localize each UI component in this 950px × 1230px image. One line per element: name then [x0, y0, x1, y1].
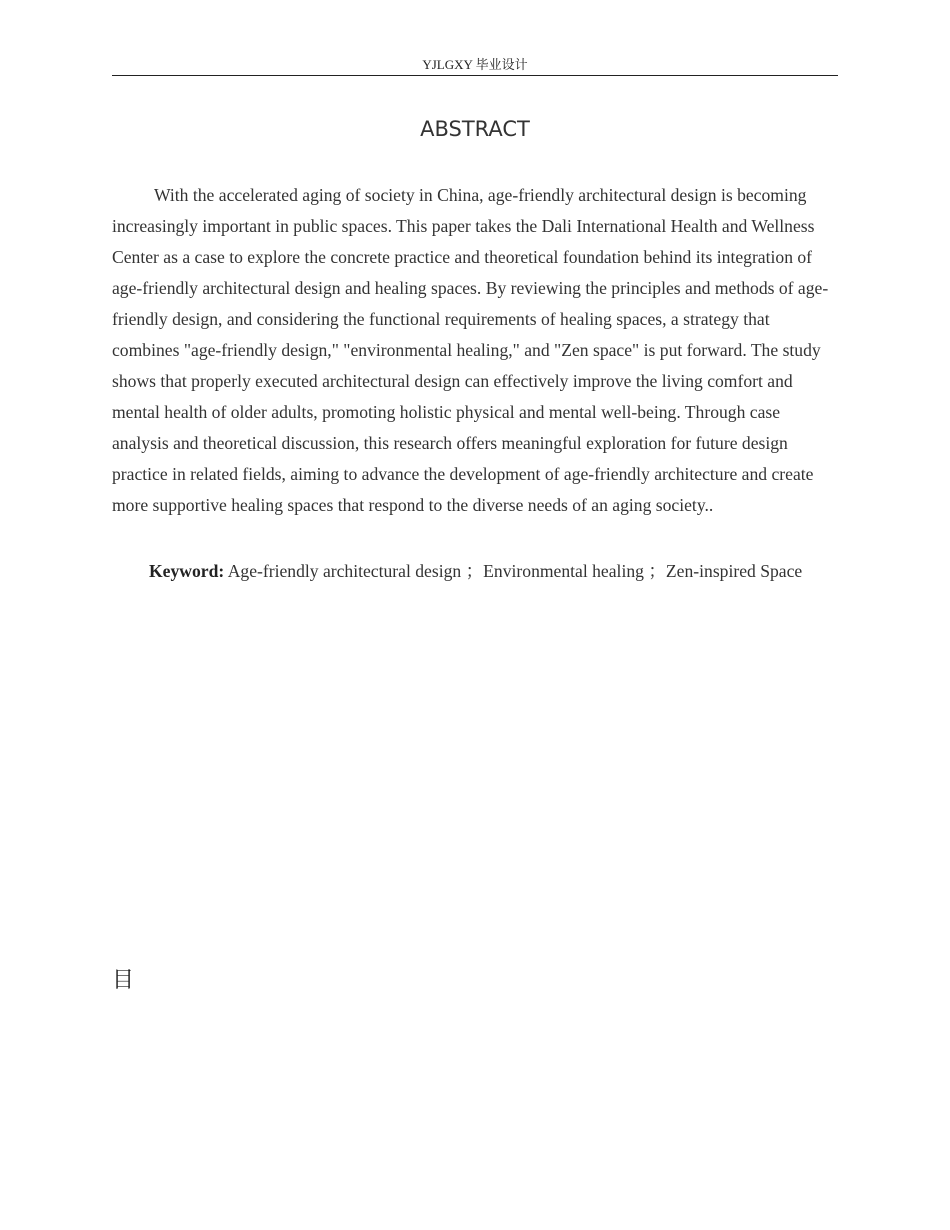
toc-heading: 目: [112, 968, 135, 993]
abstract-body: With the accelerated aging of society in China, age-friendly architectural design is becoming increasingly important in public spaces. This paper takes the Dali International Health and Wellness Center as a case to explore the concrete practice and theoretical foundation behind its integration of age-friendly architectural design and healing spaces. By reviewing the principles and methods of age-friendly design, and considering the functional requirements of healing spaces, a strategy that combines "age-friendly design," "environmental healing," and "Zen space" is put forward. The study shows that properly executed architectural design can effectively improve the living comfort and mental health of older adults, promoting holistic physical and mental well-being. Through case analysis and theoretical discussion, this research offers meaningful exploration for future design practice in related fields, aiming to advance the development of age-friendly architecture and create more supportive healing spaces that respond to the diverse needs of an aging society..: [112, 185, 829, 515]
abstract-title: ABSTRACT: [420, 117, 530, 141]
page-header: [112, 56, 838, 76]
keywords-text: Age-friendly architectural design ；Environmental healing ；Zen-inspired Space: [227, 561, 803, 581]
keywords-line: [112, 556, 872, 587]
keywords-label: Keyword:: [149, 561, 225, 581]
header-text: YJLGXY 毕业设计: [422, 57, 528, 72]
